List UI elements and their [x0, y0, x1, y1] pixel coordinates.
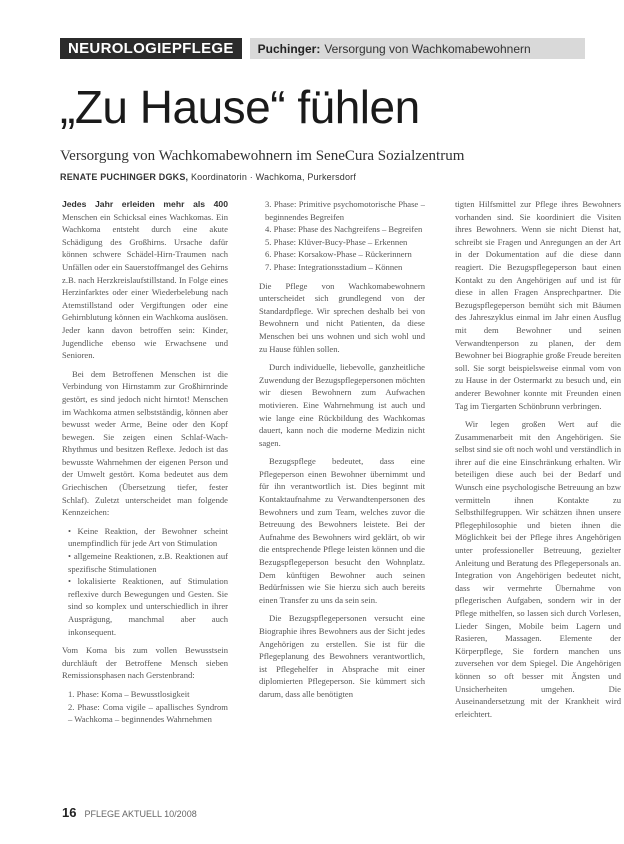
list-item: 3. Phase: Primitive psychomotorische Phase – beginnendes Begreifen [265, 199, 425, 222]
page-footer [62, 805, 197, 820]
paragraph: Die Pflege von Wachkomabewohnern unterscheidet sich grundlegend von der Standardpflege. Wir sprechen deshalb bei von Bewohnern und nicht Patienten, da diese Menschen bei uns wohnen und sich wohl und zu Hause fühlen sollen. [259, 280, 425, 354]
paragraph [62, 198, 228, 362]
list-item: • allgemeine Reaktionen, z.B. Reaktionen auf spezifische Stimulationen [68, 551, 228, 574]
article-headline: „Zu Hause“ fühlen [60, 81, 420, 133]
header-bar [60, 38, 585, 59]
running-head-title: Versorgung von Wachkomabewohnern [324, 41, 531, 56]
paragraph: Die Bezugspflegepersonen versucht eine Biographie ihres Bewohners aus der Sicht jedes Angehörigen zu erstellen. Sie ist für die Pflegeplanung des Bewohners verantwortlich, ist Pflegehelfer in Absprache mit einer diplomierten Pflegeperson. Sie kümmert sich darum, dass alle benötigten [259, 613, 425, 699]
author-name: RENATE PUCHINGER DGKS, [60, 172, 189, 182]
byline [60, 172, 580, 182]
paragraph: Bezugspflege bedeutet, dass eine Pflegeperson einen Bewohner übernimmt und für ihn verantwortlich ist. Dies beginnt mit Kontaktaufnahme zu Verwandtenpersonen des Bewohners und zum Team, welches zuvor die Betreuung des Bewohners leistete. Bei der Aufnahme des Bewohners wird geklärt, ob wir die entsprechende Pflege leisten können und die Bezugspflegeperson besucht den Wohnplatz. Dem künftigen Bewohner auch seinen Bedürfnissen wie Sie hierzu sich auch bereits einen Transfer zu uns da sein sein. [259, 456, 425, 605]
paragraph: tigten Hilfsmittel zur Pflege ihres Bewohners vorhanden sind. Sie koordiniert die Visiten ihres Bewohners. Wenn sie nicht Dienst hat, schreibt sie Fragen und Anregungen an der Art in der Dokumentation auf die diese dann reagiert. Die Bezugspflegeperson baut einen Kontakt zu den Angehörigen auf und ist für diese in allen Fragen Ansprechpartner. Die Bezugspflegeperson bemüht sich mit Bäumen des Jahreszyklus einmal im Jahr einen Ausflug mit dem Bewohner und seinen Verwandtenperson zu planen, der dem Bewohner bei Biographie große Freude bereiten soll. Sie sorgt beispielsweise einmal vom von zu Hause in der Ostermarkt zu besuch und, ein anderer Bewohner konnte mit Freunden einen Tag im Tiergarten Schönbrunn verbringen. [455, 199, 621, 411]
text-column-2 [259, 198, 425, 798]
paragraph: Wir legen großen Wert auf die Zusammenarbeit mit den Angehörigen. Sie selbst sind sie oft noch wohl und verständlich in ihrer auf die eine Einschränkung erhalten. Wir beteiligen diese auch bei der Bedarf und Wunsch eine psychologische Betreuung an bzw vermitteln ihnen Kontakte zu Selbsthilfegruppen. Wir schätzen ihnen unsere Pflegephilosophie und bieten ihnen die Möglichkeit bei der Pflege ihres Angehörigen unter professioneller Betreuung, gezielter Anleitung und Beratung des Pflegepersonals an. Integration von Angehörigen bedeutet nicht, dass wir vermehrte Übernahme von pflegerischen Aufgaben, sondern wir in der Pflege mithelfen, so lassen sich durch Vorlesen, Lieder Singen, Mobile beim Lagern und Rasieren, Massagen. Elemente der Körperpflege, Sie fordern manchen uns zuversehen vor dem Spiegel. Die Angehörigen können so oft besser mit Ängsten und Unsicherheiten umgehen. Die Auseinandersetzung mit der Krankheit wird erleichtert. [455, 419, 621, 719]
running-head [250, 38, 585, 59]
text-column-3 [455, 198, 621, 798]
list-item: • lokalisierte Reaktionen, auf Stimulation reflexive durch Bewegungen und Gesten. Sie sind so komplex und unterschiedlich in ihrer Ausprägung, manchmal aber auch inkonsequent. [68, 576, 228, 637]
bullet-list [62, 525, 228, 638]
list-item: 5. Phase: Klüver-Bucy-Phase – Erkennen [265, 236, 408, 247]
running-head-author: Puchinger: [257, 41, 321, 56]
list-item: 1. Phase: Koma – Bewusstlosigkeit [68, 688, 190, 699]
list-item: 4. Phase: Phase des Nachgreifens – Begreifen [265, 224, 423, 235]
paragraph: Durch individuelle, liebevolle, ganzheitliche Zuwendung der Bezugspflegepersonen möchten wir diesen Bewohnern zum Aufwachen motivieren. Eine Wahrnehmung ist auch und wie lange eine Rückbildung des Wachkomas dauert, kann noch die moderne Medizin nicht sagen. [259, 362, 425, 448]
list-item: 6. Phase: Korsakow-Phase – Rückerinnern [265, 249, 412, 260]
author-role: Koordinatorin · Wachkoma, Purkersdorf [190, 172, 357, 182]
paragraph: Vom Koma bis zum vollen Bewusstsein durchläuft der Betroffene Mensch sieben Remissionsphasen nach Gerstenbrand: [62, 645, 228, 681]
list-item: • Keine Reaktion, der Bewohner scheint unempfindlich für jede Art von Stimulation [68, 525, 228, 549]
phase-list [259, 198, 425, 274]
journal-name: PFLEGE AKTUELL 10/2008 [84, 809, 197, 819]
paragraph: Bei dem Betroffenen Menschen ist die Verbindung von Hirnstamm zur Großhirnrinde gestört, es sind jedoch nicht hirntot! Menschen im Wachkoma atmen selbstständig, können aber bewusst weder Arme, Beine oder den Kopf bewegen. Sie zeigen einen Schlaf-Wach-Rhythmus und besitzen Reflexe. Jedoch ist das bewusste Wahrnehmen der eigenen Person und der Umwelt gestört. Koma bedeutet aus dem Griechischen (Übersetzung tiefer, fester Schlaf). Zuletzt unterscheidet man folgende Kennzeichen: [62, 368, 228, 518]
phase-list [62, 688, 228, 726]
paragraph-text: Menschen ein Schicksal eines Wachkomas. Ein Wachkoma entsteht durch eine akute Schädigung des Großhirns. Ursache dafür können schwere Schädel-Hirn-Traumen nach Unfällen oder ein Sauerstoffmangel des Gehirns z.B. nach Herzkreislaufstillstand. In Folge eines Herzinfarktes oder einer Wiederbelebung nach Atemstillstand oder Vergiftungen oder eine Gehirnblutung können ein Wachkoma auslösen. Jeder kann davon betroffen sein: Kinder, Jugendliche ebenso wie Erwachsene und Senioren. [62, 211, 228, 361]
section-tag: NEUROLOGIEPFLEGE [60, 38, 242, 59]
article-subtitle: Versorgung von Wachkomabewohnern im SeneCura Sozialzentrum [60, 148, 465, 164]
page-number: 16 [62, 805, 77, 820]
list-item: 7. Phase: Integrationsstadium – Können [265, 261, 403, 272]
lead-in: Jedes Jahr erleiden mehr als 400 [62, 199, 228, 209]
text-column-1 [62, 198, 228, 798]
list-item: 2. Phase: Coma vigile – apallisches Syndrom – Wachkoma – beginnendes Wahrnehmen [68, 701, 228, 725]
